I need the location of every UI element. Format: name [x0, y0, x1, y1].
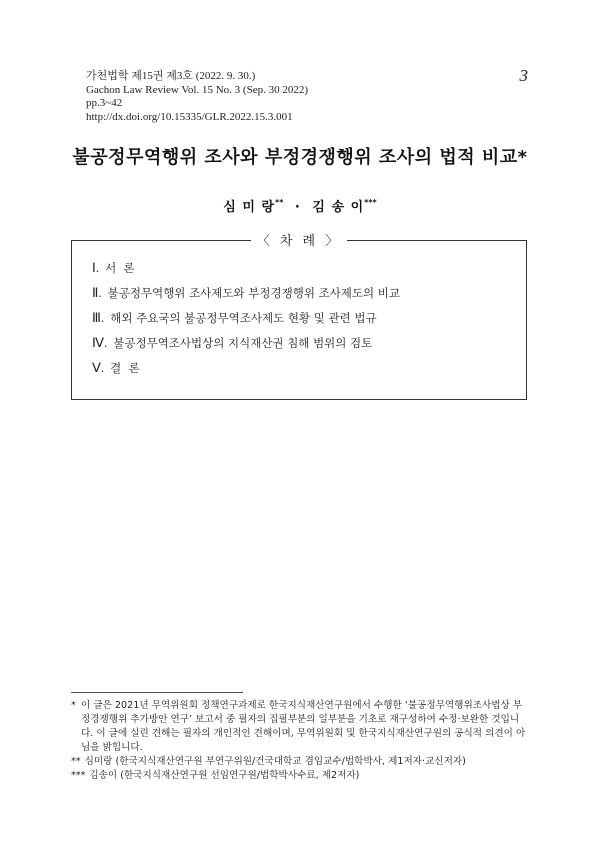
- footnote-text: 김송이 (한국지식재산연구원 선임연구원/법학박사수료, 제2저자): [89, 770, 360, 781]
- page-number: 3: [519, 66, 528, 85]
- toc-item-number: Ⅱ.: [92, 285, 102, 300]
- toc-item-number: Ⅳ.: [92, 335, 108, 350]
- toc-item[interactable]: [92, 255, 400, 280]
- toc-list: [92, 255, 400, 380]
- toc-item[interactable]: [92, 305, 400, 330]
- footnote-mark: ***: [71, 770, 86, 781]
- toc-item-text: 해외 주요국의 불공정무역조사제도 현황 및 관련 법규: [110, 311, 377, 325]
- toc-heading-label: 〈 차 례 〉: [251, 234, 348, 249]
- page-range: pp.3~42: [86, 97, 123, 109]
- footnote: [71, 755, 531, 769]
- author-mark: ***: [364, 198, 377, 207]
- author-name: 심 미 랑: [223, 200, 276, 215]
- footnote-divider: [71, 692, 243, 693]
- toc-item-number: Ⅲ.: [92, 310, 105, 325]
- footnote-mark: **: [71, 756, 81, 767]
- toc-item[interactable]: [92, 280, 400, 305]
- journal-korean: 가천법학 제15권 제3호 (2022. 9. 30.): [86, 70, 256, 82]
- toc-item-text: 서 론: [105, 261, 135, 275]
- toc-item-number: Ⅴ.: [92, 360, 105, 375]
- footnote-mark: *: [71, 700, 76, 711]
- toc-item-text: 불공정무역행위 조사제도와 부정경쟁행위 조사제도의 비교: [107, 286, 401, 300]
- footnote-text: 심미랑 (한국지식재산연구원 부연구위원/건국대학교 겸임교수/법학박사, 제1저자·교신저자): [84, 756, 466, 767]
- toc-item-text: 불공정무역조사법상의 지식재산권 침해 범위의 검토: [113, 336, 373, 350]
- doi-link[interactable]: http://dx.doi.org/10.15335/GLR.2022.15.3.001: [86, 110, 293, 123]
- toc-heading: [72, 230, 526, 249]
- author-name: 김 송 이: [312, 200, 365, 215]
- journal-english: Gachon Law Review Vol. 15 No. 3 (Sep. 30 2022): [86, 83, 309, 96]
- author-mark: **: [275, 198, 284, 207]
- table-of-contents: [71, 234, 527, 400]
- toc-item[interactable]: [92, 355, 400, 380]
- toc-item-text: 결 론: [110, 361, 140, 375]
- footnotes: [71, 699, 531, 783]
- toc-item[interactable]: [92, 330, 400, 355]
- footnote-text: 이 글은 2021년 무역위원회 정책연구과제로 한국지식재산연구원에서 수행한 ‘불공정무역행위조사법상 부정경쟁행위 추가방안 연구’ 보고서 중 필자의 집필부분의 일부분을 기초로 재구성하여 수정·보완한 것입니다. 이 글에 실린 견해는 필자의 개인적인 견해이며, 무역위원회 및 한국지식재산연구원의 공식적 의견이 아님을 밝힙니다.: [81, 700, 526, 753]
- paper-title: 불공정무역행위 조사와 부정경쟁행위 조사의 법적 비교*: [72, 147, 528, 168]
- toc-item-number: Ⅰ.: [92, 260, 100, 275]
- author-line: [0, 196, 600, 215]
- footnote: [71, 769, 531, 783]
- footnote: [71, 699, 531, 755]
- author-separator: ·: [294, 200, 301, 215]
- journal-meta: [86, 70, 308, 124]
